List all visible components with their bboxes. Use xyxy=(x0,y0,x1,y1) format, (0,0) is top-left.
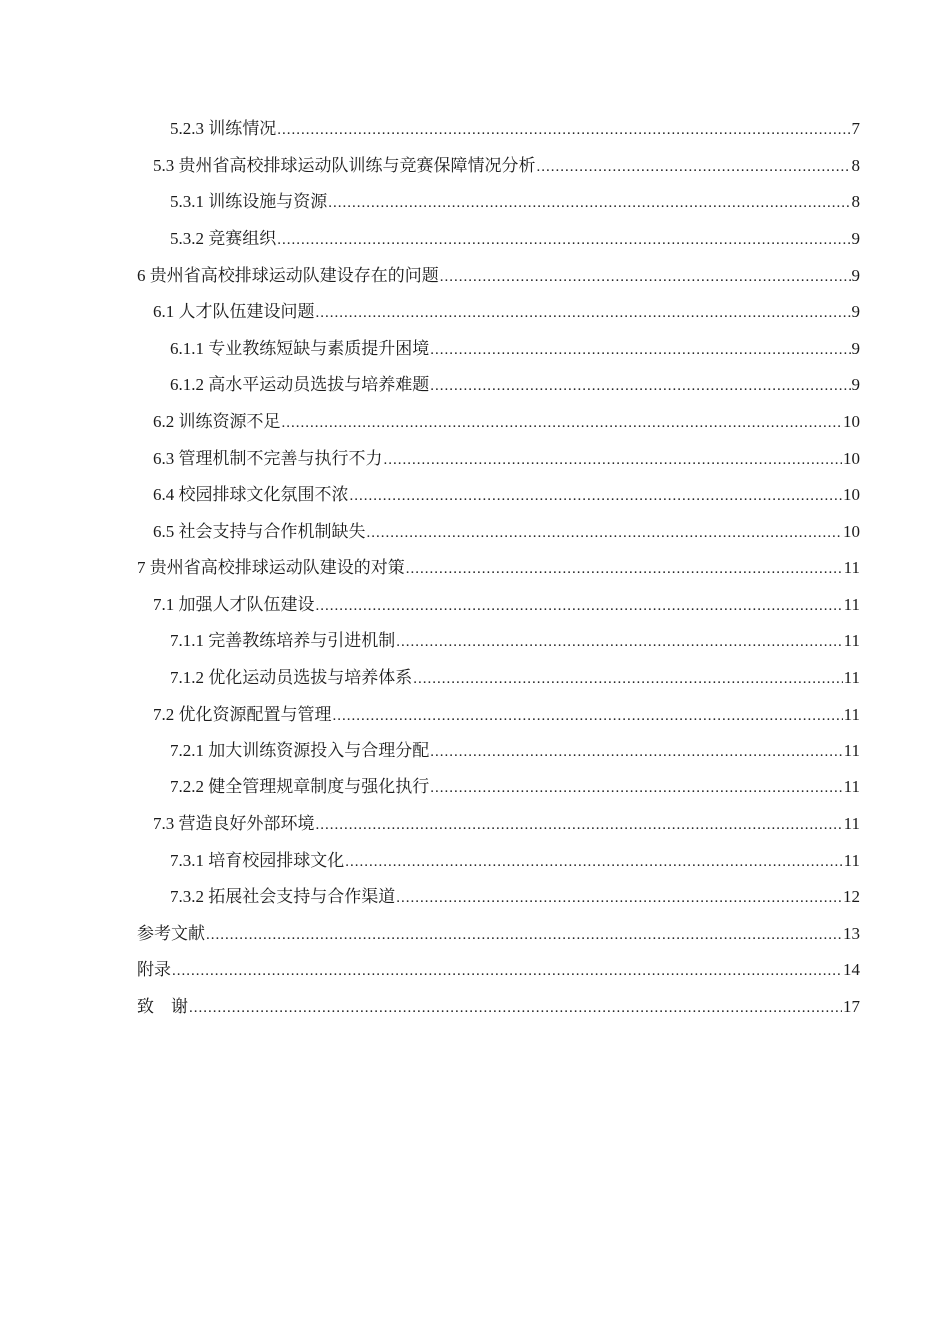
toc-entry-label: 7 贵州省高校排球运动队建设的对策 xyxy=(137,558,405,577)
toc-entry-page: 11 xyxy=(843,668,860,687)
toc-entry[interactable] xyxy=(137,263,860,287)
toc-entry-page: 14 xyxy=(843,960,860,979)
toc-entry-label: 7.1.2 优化运动员选拔与培养体系 xyxy=(170,668,413,687)
dot-leader xyxy=(350,486,843,506)
dot-leader xyxy=(345,852,842,872)
toc-entry-label: 7.2.2 健全管理规章制度与强化执行 xyxy=(170,777,430,796)
toc-entry-page: 10 xyxy=(843,485,860,504)
dot-leader xyxy=(430,778,842,798)
dot-leader xyxy=(277,230,850,250)
toc-entry[interactable] xyxy=(170,116,860,140)
dot-leader xyxy=(406,559,843,579)
toc-entry[interactable] xyxy=(153,702,860,726)
toc-entry-label: 7.1.1 完善教练培养与引进机制 xyxy=(170,631,396,650)
toc-entry[interactable] xyxy=(170,189,860,213)
toc-entry-page: 11 xyxy=(843,705,860,724)
toc-entry-page: 8 xyxy=(851,156,860,175)
toc-entry-page: 9 xyxy=(851,375,860,394)
toc-entry-page: 10 xyxy=(843,449,860,468)
toc-entry-label: 附录 xyxy=(137,960,171,979)
toc-entry[interactable] xyxy=(153,482,860,506)
toc-entry[interactable] xyxy=(170,665,860,689)
toc-entry-label: 6.3 管理机制不完善与执行不力 xyxy=(153,449,383,468)
toc-entry[interactable] xyxy=(153,811,860,835)
toc-entry[interactable] xyxy=(170,738,860,762)
toc-entry[interactable] xyxy=(153,592,860,616)
toc-entry-page: 17 xyxy=(843,997,860,1016)
dot-leader xyxy=(328,193,850,213)
toc-entry-label: 5.2.3 训练情况 xyxy=(170,119,277,138)
dot-leader xyxy=(413,669,842,689)
toc-entry[interactable] xyxy=(170,628,860,652)
toc-entry-label: 6.2 训练资源不足 xyxy=(153,412,281,431)
toc-entry[interactable] xyxy=(153,519,860,543)
dot-leader xyxy=(316,815,843,835)
toc-entry-page: 11 xyxy=(843,595,860,614)
toc-entry-label: 参考文献 xyxy=(137,924,205,943)
dot-leader xyxy=(206,925,842,945)
dot-leader xyxy=(384,450,843,470)
toc-entry-page: 10 xyxy=(843,522,860,541)
toc-entry-label: 6.4 校园排球文化氛围不浓 xyxy=(153,485,349,504)
toc-entry[interactable] xyxy=(170,226,860,250)
toc-entry-label: 6.1 人才队伍建设问题 xyxy=(153,302,315,321)
dot-leader xyxy=(430,340,850,360)
toc-entry-page: 12 xyxy=(843,887,860,906)
dot-leader xyxy=(189,998,842,1018)
toc-entry[interactable] xyxy=(153,299,860,323)
dot-leader xyxy=(172,961,842,981)
dot-leader xyxy=(537,157,851,177)
toc-entry[interactable] xyxy=(137,957,860,981)
toc-entry[interactable] xyxy=(170,884,860,908)
toc-entry-label: 7.3 营造良好外部环境 xyxy=(153,814,315,833)
toc-entry-label: 7.2.1 加大训练资源投入与合理分配 xyxy=(170,741,430,760)
toc-entry-page: 11 xyxy=(843,631,860,650)
toc-entry-page: 8 xyxy=(851,192,860,211)
dot-leader xyxy=(367,523,843,543)
dot-leader xyxy=(396,888,842,908)
toc-entry-label: 6.1.1 专业教练短缺与素质提升困境 xyxy=(170,339,430,358)
toc-entry-page: 11 xyxy=(843,741,860,760)
toc-entry-label: 7.3.1 培育校园排球文化 xyxy=(170,851,345,870)
toc-entry[interactable] xyxy=(170,848,860,872)
toc-entry-page: 9 xyxy=(851,302,860,321)
toc-entry[interactable] xyxy=(153,409,860,433)
toc-entry-page: 11 xyxy=(843,814,860,833)
toc-entry-label: 5.3.2 竞赛组织 xyxy=(170,229,277,248)
toc-entry-page: 13 xyxy=(843,924,860,943)
toc-entry-label: 7.3.2 拓展社会支持与合作渠道 xyxy=(170,887,396,906)
toc-entry-page: 9 xyxy=(851,266,860,285)
toc-entry[interactable] xyxy=(153,153,860,177)
dot-leader xyxy=(430,742,842,762)
toc-entry-page: 11 xyxy=(843,558,860,577)
toc-entry-label: 5.3 贵州省高校排球运动队训练与竞赛保障情况分析 xyxy=(153,156,536,175)
toc-entry[interactable] xyxy=(137,555,860,579)
toc-entry-label: 6.5 社会支持与合作机制缺失 xyxy=(153,522,366,541)
toc-entry[interactable] xyxy=(137,921,860,945)
dot-leader xyxy=(316,303,851,323)
dot-leader xyxy=(430,376,850,396)
toc-entry-page: 9 xyxy=(851,229,860,248)
toc-entry[interactable] xyxy=(170,372,860,396)
toc-entry-label: 7.2 优化资源配置与管理 xyxy=(153,705,332,724)
toc-entry-page: 7 xyxy=(851,119,860,138)
toc-entry-label: 6 贵州省高校排球运动队建设存在的问题 xyxy=(137,266,439,285)
dot-leader xyxy=(333,706,843,726)
toc-entry-page: 9 xyxy=(851,339,860,358)
toc-entry-label: 6.1.2 高水平运动员选拔与培养难题 xyxy=(170,375,430,394)
dot-leader xyxy=(316,596,843,616)
toc-entry-label: 7.1 加强人才队伍建设 xyxy=(153,595,315,614)
toc-entry[interactable] xyxy=(170,336,860,360)
toc-entry-label: 致 谢 xyxy=(137,997,188,1016)
toc-entry-label: 5.3.1 训练设施与资源 xyxy=(170,192,328,211)
dot-leader xyxy=(396,632,842,652)
dot-leader xyxy=(277,120,850,140)
toc-entry[interactable] xyxy=(153,446,860,470)
dot-leader xyxy=(440,267,851,287)
dot-leader xyxy=(282,413,843,433)
toc-entry[interactable] xyxy=(137,994,860,1018)
toc-entry-page: 11 xyxy=(843,777,860,796)
toc-entry[interactable] xyxy=(170,774,860,798)
toc-entry-page: 10 xyxy=(843,412,860,431)
toc-entry-page: 11 xyxy=(843,851,860,870)
